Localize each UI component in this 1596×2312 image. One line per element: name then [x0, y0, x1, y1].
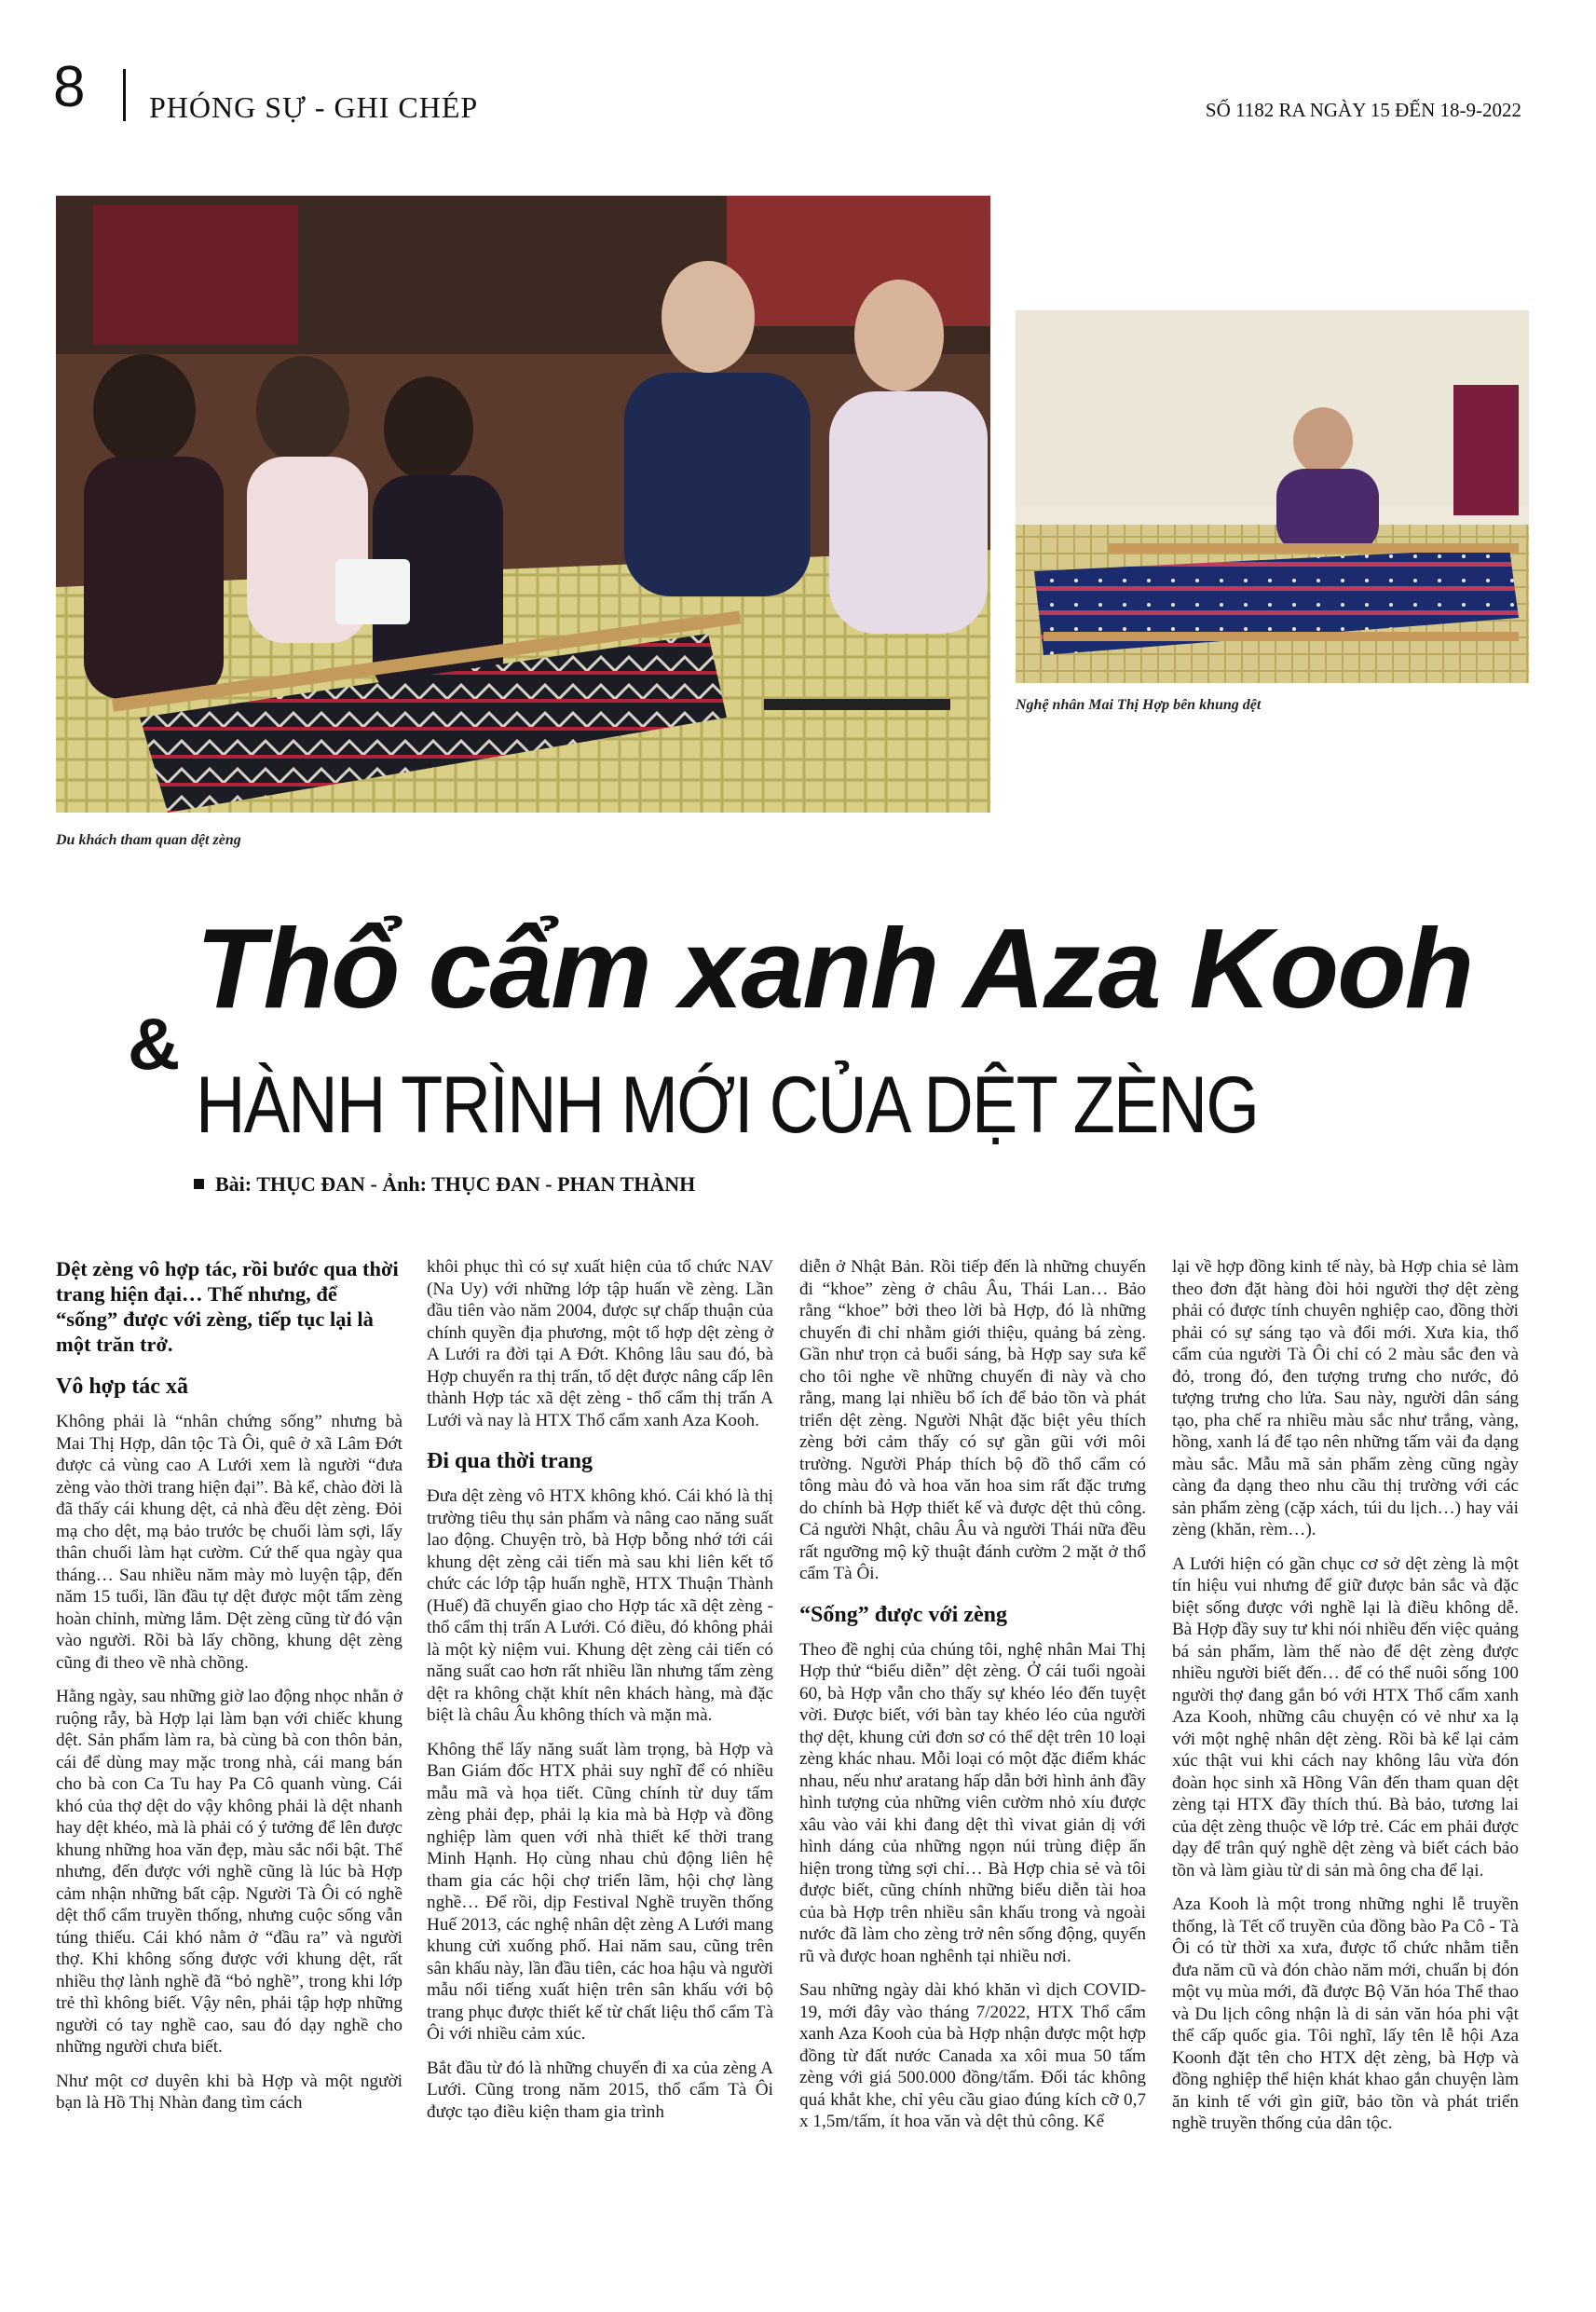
page-number: 8: [53, 55, 86, 119]
byline: [194, 1172, 695, 1197]
photo-artisan-loom: [1016, 310, 1529, 683]
article-lede: Dệt zèng vô hợp tác, rồi bước qua thời trang hiện đại… Thế nhưng, để “sống” được với zèng, tiếp tục lại là một trăn trở.: [56, 1257, 399, 1356]
subheading-di-qua-thoi-trang: Đi qua thời trang: [427, 1449, 593, 1473]
photo-caption-left: Du khách tham quan dệt zèng: [56, 832, 241, 848]
article-column-3: [799, 1256, 1146, 2145]
header-divider: [123, 69, 126, 121]
paragraph: Không phải là “nhân chứng sống” nhưng bà Mai Thị Hợp, dân tộc Tà Ôi, quê ở xã Lâm Đớt được cả vùng cao A Lưới xem là người “đưa zèng vào thời trang hiện đại”. Bà kể, chào đời là đã thấy cái khung dệt, cả nhà đều dệt zèng. Đỏi mạ cho dệt, mạ bảo trước bẹ chuối làm sợi, lấy thân chuối làm hạt cườm. Cứ thế qua ngày qua tháng… Sau nhiều năm mày mò luyện tập, đến năm 15 tuổi, lần đầu tự dệt được một tấm zèng hoàn chỉnh, mừng lắm. Dệt zèng cũng từ đó vận vào người. Rồi bà lấy chồng, khung dệt zèng cũng đi theo về nhà chồng.: [56, 1412, 402, 1673]
article-headline: Thổ cẩm xanh Aza Kooh: [196, 905, 1473, 1032]
paragraph: Như một cơ duyên khi bà Hợp và một người bạn là Hồ Thị Nhàn đang tìm cách: [56, 2071, 402, 2113]
issue-info: SỐ 1182 RA NGÀY 15 ĐẾN 18-9-2022: [1205, 99, 1521, 121]
photo-visitors-weaving: [56, 196, 990, 813]
paragraph: Hằng ngày, sau những giờ lao động nhọc nhằn ở ruộng rẫy, bà Hợp lại làm bạn với chiếc khung dệt. Sản phẩm làm ra, bà cùng bà con thôn bản, cái để dùng may mặc trong nhà, cái mang bán cho bà con Ca Tu hay Pa Cô quanh vùng. Cái khó của thợ dệt do vậy không phải là dệt nhanh hay dệt khéo, mà là phải có ý tưởng để lên được khung những hoa văn đẹp, màu sắc nổi bật. Thế nhưng, đến được với nghề cũng là lúc bà Hợp cảm nhận những bất cập. Người Tà Ôi có nghề dệt thổ cẩm truyền thống, nhưng cuộc sống vẫn túng thiếu. Cái khó nằm ở “đầu ra” và người thợ. Khi không sống được với khung dệt, rất nhiều thợ lành nghề đã “bỏ nghề”, trong khi lớp trẻ thì không biết. Vậy nên, phải tập hợp những người có tay nghề cao, sau đó dạy nghề cho những người chưa biết.: [56, 1687, 402, 2057]
byline-square-icon: [194, 1179, 204, 1189]
paragraph: Bắt đầu từ đó là những chuyến đi xa của zèng A Lưới. Cũng trong năm 2015, thổ cẩm Tà Ôi được tạo điều kiện tham gia trình: [427, 2058, 773, 2122]
paragraph: Đưa dệt zèng vô HTX không khó. Cái khó là thị trường tiêu thụ sản phẩm và nâng cao năng suất lao động. Chuyện trò, bà Hợp bỗng nhớ tới cái khung dệt zèng cải tiến mà sau khi liên kết tổ chức các lớp tập huấn nghề, HTX Thuận Thành (Huế) đã chuyển giao cho Hợp tác xã dệt zèng - thổ cẩm thị trấn A Lưới. Có điều, đó không phải là một kỳ niệm vui. Khung dệt zèng cải tiến có năng suất cao hơn rất nhiều lần nhưng tấm zèng dệt ra không chặt khít nên khách hàng, mà đặc biệt là châu Âu không thích và mặn mà.: [427, 1486, 773, 1725]
article-subheadline: HÀNH TRÌNH MỚI CỦA DỆT ZÈNG: [196, 1060, 1259, 1150]
paragraph: lại về hợp đồng kinh tế này, bà Hợp chia sẻ làm theo đơn đặt hàng đòi hỏi người thợ dệt zèng phải có được tính chuyên nghiệp cao, đồng thời phải có sự sáng tạo và đổi mới. Xưa kia, thổ cẩm của người Tà Ôi chỉ có 2 màu sắc đen và đỏ, trong đó, đen tượng trưng cho nước, đỏ tượng trưng cho lửa. Sau này, người dân sáng tạo, pha chế ra nhiều màu sắc như trắng, vàng, hồng, xanh lá để tạo nên những tấm vải đa dạng màu sắc. Mẫu mã sản phẩm zèng cũng ngày càng đa dạng theo nhu cầu thị trường với các sản phẩm zèng (cặp xách, túi du lịch…) hay vải zèng (khăn, rèm…).: [1172, 1257, 1519, 1539]
paragraph: khôi phục thì có sự xuất hiện của tổ chức NAV (Na Uy) với những lớp tập huấn về zèng. Lần đầu tiên vào năm 2004, được sự chấp thuận của chính quyền địa phương, một tổ hợp dệt zèng ở A Lưới ra đời tại A Đớt. Không lâu sau đó, bà Hợp chuyển ra thị trấn, tổ dệt được nâng cấp lên thành Hợp tác xã dệt zèng - thổ cẩm thị trấn A Lưới và nay là HTX Thổ cẩm xanh Aza Kooh.: [427, 1257, 773, 1430]
paragraph: Sau những ngày dài khó khăn vì dịch COVID-19, mới đây vào tháng 7/2022, HTX Thổ cẩm xanh Aza Kooh của bà Hợp nhận được một hợp đồng từ đất nước Canada xa xôi mua 50 tấm zèng với giá 500.000 đồng/tấm. Đối tác không quá khắt khe, chỉ yêu cầu giao đúng kích cỡ 0,7 x 1,5m/tấm, ít hoa văn và dệt thủ công. Kể: [799, 1980, 1146, 2131]
article-column-2: [427, 1256, 773, 2135]
paragraph: Aza Kooh là một trong những nghi lễ truyền thống, là Tết cổ truyền của đồng bào Pa Cô - Tà Ôi có từ thời xa xưa, được tổ chức nhằm tiễn đưa năm cũ và đón chào năm mới, chuẩn bị đón một vụ mùa mới, đã được Bộ Văn hóa Thể thao và Du lịch công nhận là di sản văn hóa phi vật thể cấp quốc gia. Tôi nghĩ, lấy tên lễ hội Aza Koonh đặt tên cho HTX dệt zèng, bà Hợp và đồng nghiệp thể hiện khát khao gắn chuyện làm ăn kinh tế với gìn giữ, bảo tồn và phát triển nghề truyền thống của dân tộc.: [1172, 1895, 1519, 2133]
byline-text: Bài: THỤC ĐAN - Ảnh: THỤC ĐAN - PHAN THÀNH: [215, 1172, 696, 1196]
subheading-song-duoc-voi-zeng: “Sống” được với zèng: [799, 1602, 1007, 1627]
article-column-4: [1172, 1256, 1519, 2147]
paragraph: Không thể lấy năng suất làm trọng, bà Hợp và Ban Giám đốc HTX phải suy nghĩ để có nhiều mẫu mã và họa tiết. Cũng chính từ duy tấm zèng phải đẹp, phải lạ kia mà bà Hợp và đồng nghiệp làm quen với nhà thiết kế thời trang Minh Hạnh. Họ cùng nhau chủ động liên hệ tham gia các hội chợ triển lãm, hội chợ làng nghề… Để rồi, dịp Festival Nghề truyền thống Huế 2013, các nghệ nhân dệt zèng A Lưới mang khung cửi xuống phố. Hai năm sau, cũng trên sân khấu này, lần đầu tiên, các hoa hậu và người mẫu nổi tiếng xuất hiện trên sân khấu với bộ trang phục được thiết kế từ chất liệu thổ cẩm Tà Ôi với nhiều cảm xúc.: [427, 1739, 773, 2044]
headline-ampersand: &: [128, 1003, 181, 1085]
paragraph: Theo đề nghị của chúng tôi, nghệ nhân Mai Thị Hợp thử “biểu diễn” dệt zèng. Ở cái tuổi ngoài 60, bà Hợp vẫn cho thấy sự khéo léo đến tuyệt vời. Được biết, với bàn tay khéo léo của người thợ dệt, khung cửi đơn sơ có thể dệt trên 10 loại zèng khác nhau. Mỗi loại có một đặc điểm khác nhau, nếu như aratang hấp dẫn bởi hình ảnh đầy hình tượng của những viên cườm nhỏ xíu được xâu vào vải khi đang dệt thì vivat giản dị với hình dáng của những ngọn núi trùng điệp ẩn hiện trong từng sợi chỉ… Bà Hợp chia sẻ và tôi được biết, cũng chính những biểu diễn tài hoa của bà Hợp trên nhiều sân khấu trong và ngoài nước đã làm cho zèng trở nên sống động, quyến rũ và được hoan nghênh tại nhiều nơi.: [799, 1639, 1146, 1966]
article-column-1: [56, 1256, 402, 2127]
paragraph: diễn ở Nhật Bản. Rồi tiếp đến là những chuyến đi “khoe” zèng ở châu Âu, Thái Lan… Bảo rằng “khoe” bởi theo lời bà Hợp, đó là những chuyến đi chỉ nhằm giới thiệu, quảng bá zèng. Gần như trọn cả buổi sáng, bà Hợp say sưa kể cho tôi nghe về những chuyến đi này và cho rằng, mang lại nhiều bổ ích để bảo tồn và phát triển dệt zèng. Người Nhật đặc biệt yêu thích zèng bởi cảm thấy có sự gần gũi với môi trường. Người Pháp thích bộ đồ thổ cẩm có tông màu đỏ và hoa văn hoa sim rất đặc trưng do chính bà Hợp thiết kế và được dệt thủ công. Cả người Nhật, châu Âu và người Thái nữa đều rất ngưỡng mộ kỹ thuật đánh cườm 2 mặt ở thổ cẩm Tà Ôi.: [799, 1257, 1146, 1583]
section-label: PHÓNG SỰ - GHI CHÉP: [149, 90, 479, 124]
subheading-vo-hop-tac-xa: Vô hợp tác xã: [56, 1375, 188, 1399]
photo-caption-right: Nghệ nhân Mai Thị Hợp bên khung dệt: [1016, 697, 1262, 713]
paragraph: A Lưới hiện có gần chục cơ sở dệt zèng là một tín hiệu vui nhưng để giữ được bản sắc và đặc biệt sống được với nghề lại là điều không dễ. Bà Hợp đầy suy tư khi nói nhiều đến việc quảng bá sản phẩm, làm thế nào để dệt zèng được nhiều người biết đến… để có thể nuôi sống 100 người thợ đang gắn bó với HTX Thổ cẩm xanh Aza Kooh, những câu chuyện có vẻ như xa lạ với một nghệ nhân dệt zèng. Rồi bà kể lại cảm xúc thật vui khi cách nay không lâu vừa đón đoàn học sinh xã Hồng Vân đến tham quan dệt zèng tại HTX đầy thích thú. Bà bảo, tương lai của dệt zèng thuộc về lớp trẻ. Các em phải được dạy để trân quý nghề dệt zèng và biết cách bảo tồn và làm giàu từ di sản mà ông cha để lại.: [1172, 1553, 1519, 1881]
